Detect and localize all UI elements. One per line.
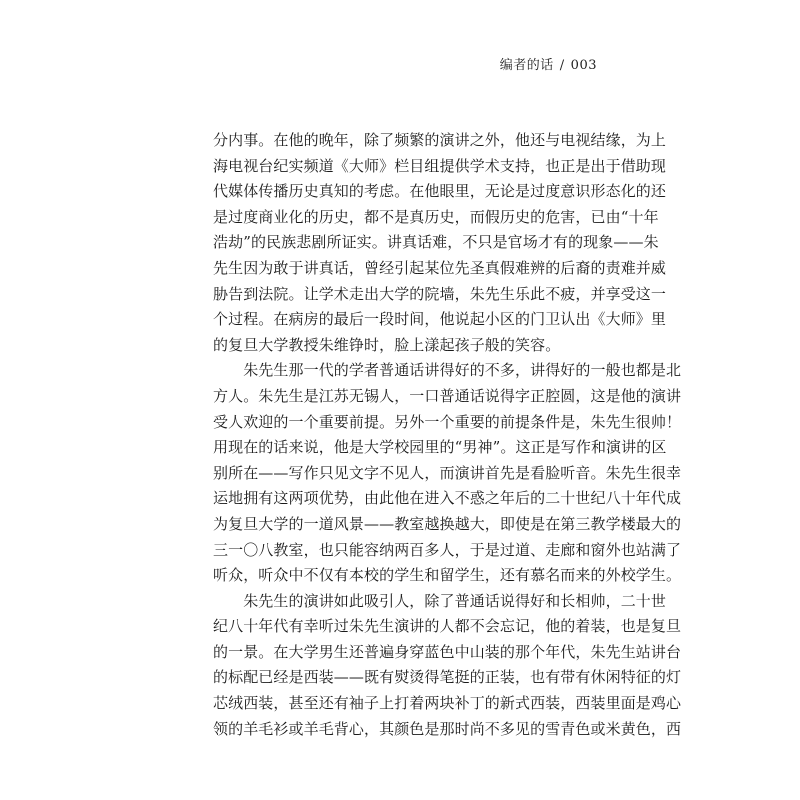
text-line: 的复旦大学教授朱维铮时，脸上漾起孩子般的笑容。 [213,335,561,354]
text-line: 别所在——写作只见文字不见人，而演讲首先是看脸听音。朱先生很幸 [213,463,682,482]
section-title: 编者的话 [499,58,554,73]
text-line: 先生因为敢于讲真话，曾经引起某位先圣真假难辨的后裔的责难并威 [213,258,667,277]
text-line: 纪八十年代有幸听过朱先生演讲的人都不会忘记，他的着装，也是复旦 [213,617,682,636]
text-line: 的标配已经是西装——既有熨烫得笔挺的正装，也有带有休闲特征的灯 [213,668,682,687]
text-line: 三一〇八教室，也只能容纳两百多人，于是过道、走廊和窗外也站满了 [213,540,682,559]
text-line: 代媒体传播历史真知的考虑。在他眼里，无论是过度意识形态化的还 [213,182,667,201]
header-separator: / [559,58,565,73]
text-line: 海电视台纪实频道《大师》栏目组提供学术支持，也正是出于借助现 [213,156,667,175]
page-number: 003 [570,58,597,73]
text-line: 浩劫”的民族悲剧所证实。讲真话难，不只是官场才有的现象——朱 [213,233,659,252]
text-line: 用现在的话来说，他是大学校园里的“男神”。这正是写作和演讲的区 [213,438,667,457]
running-header [500,54,597,73]
text-line: 听众，听众中不仅有本校的学生和留学生，还有慕名而来的外校学生。 [213,566,682,585]
text-line: 是过度商业化的历史，都不是真历史，而假历史的危害，已由“十年 [213,207,659,226]
text-line: 个过程。在病房的最后一段时间，他说起小区的门卫认出《大师》里 [213,310,667,329]
text-line: 的一景。在大学男生还普遍身穿蓝色中山装的那个年代，朱先生站讲台 [213,642,682,661]
body-text [213,128,682,742]
text-line: 领的羊毛衫或羊毛背心，其颜色是那时尚不多见的雪青色或米黄色，西 [213,719,682,738]
text-line: 朱先生的演讲如此吸引人，除了普通话说得好和长相帅，二十世 [213,591,667,610]
text-line: 方人。朱先生是江苏无锡人，一口普通话说得字正腔圆，这是他的演讲 [213,386,682,405]
text-line: 胁告到法院。让学术走出大学的院墙，朱先生乐此不疲，并享受这一 [213,284,667,303]
text-line: 分内事。在他的晚年，除了频繁的演讲之外，他还与电视结缘，为上 [213,131,667,149]
text-line: 受人欢迎的一个重要前提。另外一个重要的前提条件是，朱先生很帅！ [213,412,682,431]
text-line: 朱先生那一代的学者普通话讲得好的不多，讲得好的一般也都是北 [213,361,682,380]
text-line: 运地拥有这两项优势，由此他在进入不惑之年后的二十世纪八十年代成 [213,489,682,508]
text-line: 为复旦大学的一道风景——教室越换越大，即使是在第三教学楼最大的 [213,514,682,533]
text-line: 芯绒西装，甚至还有袖子上打着两块补丁的新式西装，西装里面是鸡心 [213,694,682,713]
